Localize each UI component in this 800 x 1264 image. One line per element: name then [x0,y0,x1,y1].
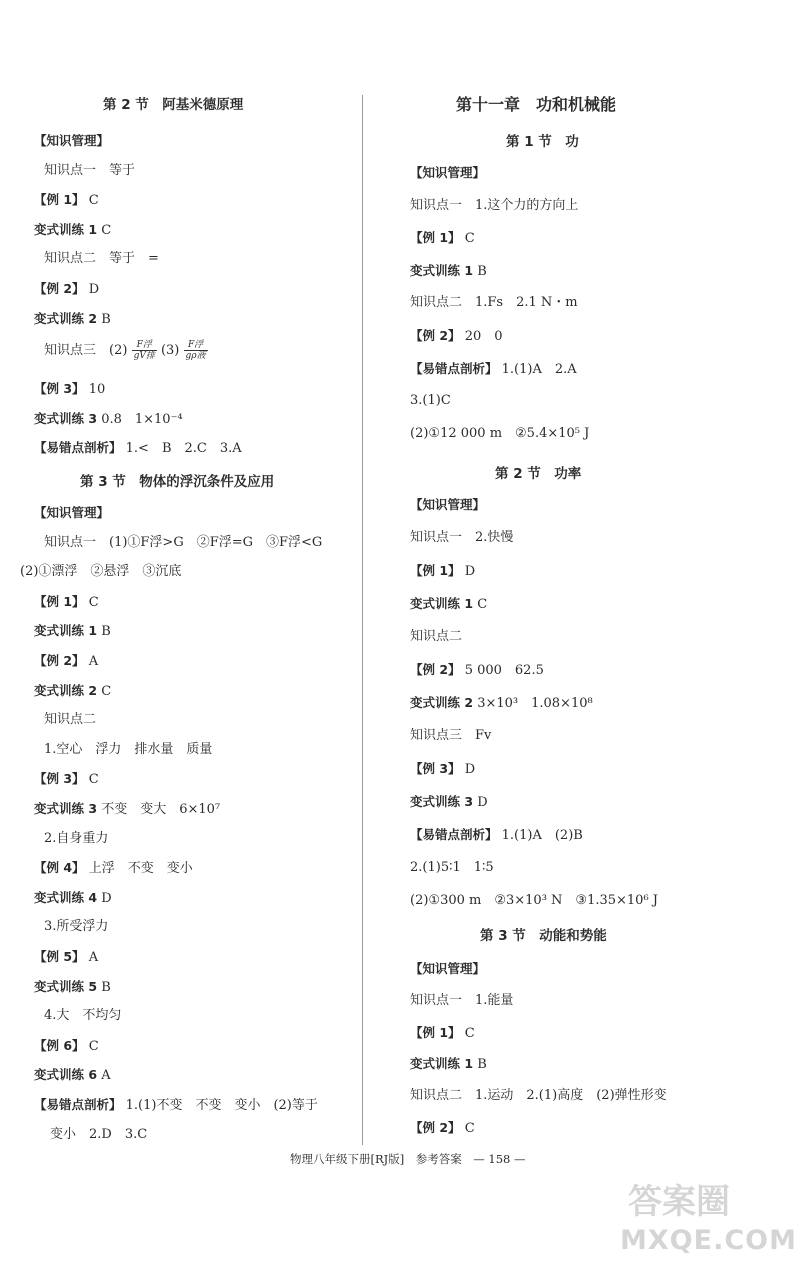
answer-line [34,890,112,907]
answer-text: D [460,564,476,579]
answer-text: (2)①300 m ②3×10³ N ③1.35×10⁶ J [410,893,659,908]
answer-label: 变式训练 4 [34,889,98,905]
answer-label: 变式训练 3 [410,794,474,809]
watermark-url: MXQE.COM [620,1225,797,1256]
answer-text: 2.自身重力 [44,830,109,846]
answer-text: B [97,979,111,995]
answer-line [34,440,242,457]
answer-label: 变式训练 3 [34,410,98,426]
answer-line [410,860,494,876]
answer-line [34,311,111,328]
answer-line [34,1097,318,1114]
answer-text: 知识点二 1.运动 2.(1)高度 (2)弹性形变 [410,1088,667,1104]
answer-line [44,742,212,758]
answer-line [410,993,513,1009]
answer-line [44,163,135,179]
answer-text: (2)①漂浮 ②悬浮 ③沉底 [20,564,182,580]
answer-line [44,712,96,728]
answer-label: 【例 6】 [34,1037,85,1053]
answer-text: 4.大 不均匀 [44,1008,122,1024]
answer-line [44,919,108,935]
answer-text: B [473,1057,487,1073]
answer-line [410,328,503,345]
answer-label: 变式训练 1 [410,262,474,278]
answer-label: 【例 3】 [34,381,85,396]
answer-line [410,629,462,645]
answer-text: 知识点二 [410,629,463,644]
answer-line [410,761,475,778]
section-title: 第 3 节 物体的浮沉条件及应用 [80,474,275,490]
answer-line [410,497,485,514]
section-title: 第 3 节 动能和势能 [480,928,607,944]
answer-line [34,222,111,239]
answer-text: 1.(1)不变 不变 变小 (2)等于 [121,1098,318,1113]
answer-label: 变式训练 1 [410,1056,474,1072]
answer-line [34,381,105,398]
answer-label: 【例 1】 [34,593,85,609]
answer-text: B [97,311,111,327]
answer-line [44,831,108,847]
answer-line [34,1067,111,1084]
answer-text: C [460,231,475,247]
answer-text: 知识点一 1.能量 [410,992,514,1008]
answer-line [34,683,111,700]
answer-text: C [473,597,488,612]
answer-label: 变式训练 2 [34,310,98,326]
answer-text: 2.(1)5∶1 1∶5 [410,860,494,875]
answer-line [20,564,181,580]
answer-text: C [97,222,112,238]
answer-line [34,281,99,298]
answer-line [410,361,577,378]
answer-line [34,771,99,788]
answer-line [34,653,98,670]
answer-line [410,530,513,546]
answer-text: C [84,193,99,209]
answer-label: 【例 2】 [34,281,85,296]
answer-line [410,563,475,580]
answer-text: A [84,950,99,965]
answer-line [410,794,488,811]
chapter-title: 第十一章 功和机械能 [456,95,617,114]
answer-line [34,860,193,877]
answer-label: 变式训练 1 [34,221,98,237]
answer-line [410,295,578,311]
answer-text: C [460,1025,475,1041]
answer-line [410,426,589,442]
answer-text: B [97,624,111,640]
answer-line [34,411,183,428]
kp3-mid: (3) [160,343,180,358]
answer-line [34,594,99,611]
answer-text: 0.8 1×10⁻⁴ [97,411,183,427]
answer-label: 【例 3】 [34,771,85,787]
answer-text: C [97,683,112,699]
answer-label: 变式训练 1 [34,623,98,639]
answer-line [410,165,485,182]
answer-text: A [84,654,99,669]
answer-label: 【例 1】 [34,192,85,208]
answer-text: 知识点三 Fv [410,728,492,743]
answer-label: 变式训练 6 [34,1067,98,1083]
answer-line [410,695,593,712]
answer-text: 5 000 62.5 [460,663,544,678]
watermark-top: 答案圈 [628,1182,730,1222]
answer-line [34,192,99,209]
answer-text: D [473,795,488,810]
answer-text: 知识点二 等于 = [44,251,159,267]
answer-line [44,535,322,551]
answer-label: 变式训练 2 [410,695,474,710]
answer-line [410,263,487,280]
answer-text: D [460,762,476,777]
answer-label: 【知识管理】 [34,133,110,148]
answer-text: 上浮 不变 变小 [84,861,193,877]
page-footer: 物理八年级下册[RJ版] 参考答案 — 158 — [290,1152,526,1166]
section-title: 第 1 节 功 [506,134,579,150]
answer-text: 知识点一 2.快慢 [410,530,514,545]
answer-label: 【例 1】 [410,230,461,246]
answer-line [410,662,544,679]
answer-line [410,827,583,844]
answer-text: 3.(1)C [410,393,451,409]
answer-label: 变式训练 2 [34,682,98,698]
answer-line [410,198,578,214]
answer-line [50,1127,147,1143]
answer-label: 【例 5】 [34,949,85,964]
answer-text: 1.空心 浮力 排水量 质量 [44,741,213,757]
answer-label: 【例 2】 [34,653,85,668]
answer-label: 【例 4】 [34,860,85,876]
answer-text: D [97,890,112,906]
answer-line [410,893,658,909]
answer-text: 3.所受浮力 [44,919,109,935]
fraction: $\frac{\text{F浮}}{\text{gρ液}}$ [185,340,206,361]
answer-line [34,133,109,150]
answer-text: C [84,594,99,610]
section-title: 第 2 节 功率 [495,466,582,482]
answer-line [410,596,487,613]
answer-line [34,1038,99,1055]
answer-text: C [84,1038,99,1054]
answer-line [34,623,111,640]
answer-line [34,949,98,966]
answer-line [44,1008,121,1024]
answer-label: 【例 1】 [410,1024,461,1040]
column-divider [362,95,363,1145]
answer-line [410,961,485,978]
answer-line [410,230,475,247]
kp3-prefix: 知识点三 (2) [44,343,128,358]
answer-text: C [460,1121,475,1136]
answer-line [34,801,220,818]
fraction: $\frac{\text{F浮}}{\text{gV排}}$ [133,340,155,361]
answer-text: 知识点一 等于 [44,162,136,178]
answer-label: 【例 2】 [410,662,461,677]
answer-label: 【易错点剖析】 [410,827,498,842]
watermark-logo [620,1172,797,1264]
answer-text: 变小 2.D 3.C [50,1126,148,1142]
answer-text: 3×10³ 1.08×10⁸ [473,696,593,711]
answer-text: D [84,282,100,297]
answer-text: 1.< B 2.C 3.A [121,441,242,457]
answer-line [410,1056,487,1073]
answer-text: 知识点一 (1)①F浮>G ②F浮=G ③F浮<G [44,534,323,550]
answer-label: 【知识管理】 [410,165,486,180]
answer-text: 20 0 [460,329,503,344]
answer-label: 变式训练 3 [34,801,98,816]
answer-label: 【例 3】 [410,761,461,776]
answer-text: B [473,263,487,279]
answer-line [410,728,491,744]
formula-line [44,340,208,361]
answer-label: 【易错点剖析】 [34,440,122,456]
answer-text: 10 [84,382,106,397]
answer-line [34,505,109,522]
section-title: 第 2 节 阿基米德原理 [103,97,244,113]
answer-line [34,979,111,996]
answer-label: 变式训练 5 [34,978,98,994]
answer-label: 【易错点剖析】 [410,360,498,376]
answer-line [410,1088,667,1104]
answer-label: 【知识管理】 [410,961,486,976]
answer-label: 【知识管理】 [410,497,486,512]
answer-text: (2)①12 000 m ②5.4×10⁵ J [410,425,590,441]
answer-line [410,1025,475,1042]
answer-line [410,393,451,409]
answer-text: 不变 变大 6×10⁷ [97,802,221,817]
answer-label: 【知识管理】 [34,505,110,520]
answer-text: 知识点一 1.这个力的方向上 [410,197,579,213]
answer-label: 【例 2】 [410,1120,461,1135]
answer-label: 【易错点剖析】 [34,1097,122,1112]
answer-text: 1.(1)A 2.A [497,361,577,377]
answer-text: 知识点二 [44,712,97,728]
answer-label: 【例 2】 [410,328,461,343]
answer-text: A [97,1068,111,1084]
answer-line [44,251,159,267]
answer-text: 1.(1)A (2)B [497,828,583,843]
answer-text: C [84,772,99,788]
answer-label: 【例 1】 [410,563,461,578]
answer-text: 知识点二 1.Fs 2.1 N・m [410,295,578,311]
answer-line [410,1120,475,1137]
answer-label: 变式训练 1 [410,596,474,611]
